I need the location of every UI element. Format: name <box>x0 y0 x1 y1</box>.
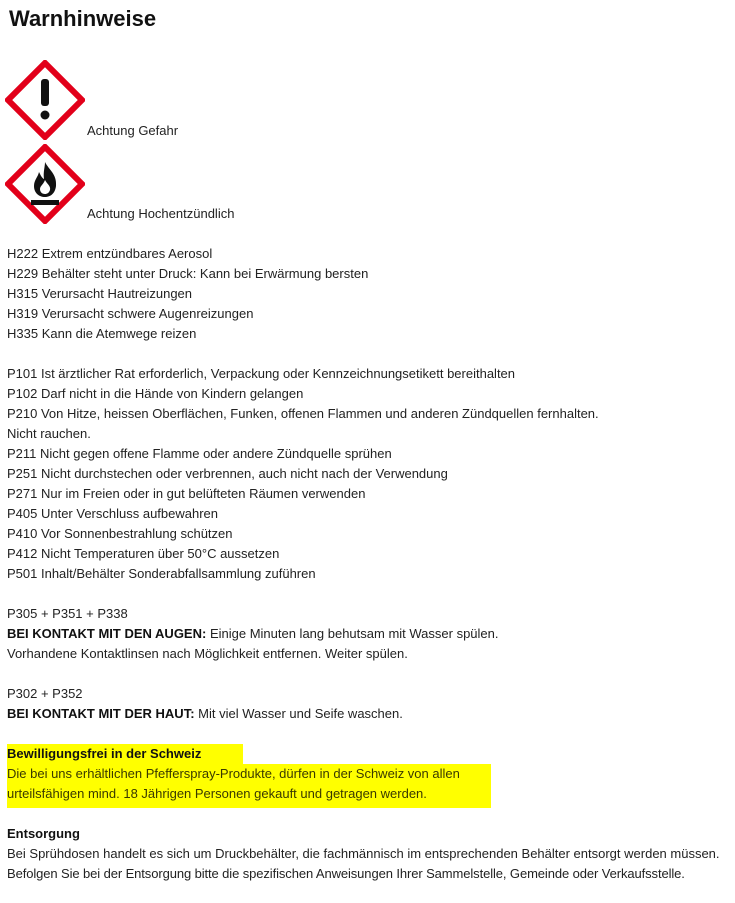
hazard-statement: H319 Verursacht schwere Augenreizungen <box>7 306 254 321</box>
disposal-line-1: Bei Sprühdosen handelt es sich um Druckbehälter, die fachmännisch im entsprechenden Behälter entsorgt werden müssen. <box>7 846 720 861</box>
precautionary-statement: P251 Nicht durchstechen oder verbrennen, auch nicht nach der Verwendung <box>7 466 448 481</box>
hazard-statement: H222 Extrem entzündbares Aerosol <box>7 246 213 261</box>
exclamation-mark-icon <box>5 60 85 140</box>
precautionary-statement: P410 Vor Sonnenbestrahlung schützen <box>7 526 233 541</box>
switzerland-line-1: Die bei uns erhältlichen Pfefferspray-Produkte, dürfen in der Schweiz von allen <box>7 766 460 781</box>
precautionary-statements <box>7 364 731 584</box>
skin-contact-section <box>7 684 731 724</box>
precautionary-statement: P101 Ist ärztlicher Rat erforderlich, Verpackung oder Kennzeichnungsetikett bereithalten <box>7 366 516 381</box>
hazard-statement: H229 Behälter steht unter Druck: Kann bei Erwärmung bersten <box>7 266 369 281</box>
disposal-line-2: Befolgen Sie bei der Entsorgung bitte die spezifischen Anweisungen Ihrer Sammelstelle, Gemeinde oder Verkaufsstelle. <box>7 866 685 881</box>
precautionary-statement: P210 Von Hitze, heissen Oberflächen, Funken, offenen Flammen und anderen Zündquellen fernhalten. <box>7 406 599 421</box>
precautionary-statement: P501 Inhalt/Behälter Sonderabfallsammlung zuführen <box>7 566 316 581</box>
disposal-heading: Entsorgung <box>7 826 80 841</box>
precautionary-statement: P412 Nicht Temperaturen über 50°C aussetzen <box>7 546 280 561</box>
precautionary-statement: Nicht rauchen. <box>7 426 91 441</box>
precautionary-statement: P102 Darf nicht in die Hände von Kindern gelangen <box>7 386 304 401</box>
eye-contact-heading: BEI KONTAKT MIT DEN AUGEN: <box>7 626 207 641</box>
flame-icon <box>5 144 85 224</box>
precautionary-statement: P405 Unter Verschluss aufbewahren <box>7 506 219 521</box>
eye-contact-text-2: Vorhandene Kontaktlinsen nach Möglichkeit entfernen. Weiter spülen. <box>7 646 408 661</box>
pictogram-label: Achtung Hochentzündlich <box>87 206 235 221</box>
skin-contact-text: Mit viel Wasser und Seife waschen. <box>194 706 403 721</box>
skin-contact-heading: BEI KONTAKT MIT DER HAUT: <box>7 706 195 721</box>
switzerland-heading: Bewilligungsfrei in der Schweiz <box>7 744 243 764</box>
skin-contact-codes: P302 + P352 <box>7 686 83 701</box>
page-title: Warnhinweise <box>9 6 157 31</box>
pictogram-label: Achtung Gefahr <box>87 123 179 138</box>
hazard-statement: H335 Kann die Atemwege reizen <box>7 326 197 341</box>
precautionary-statement: P271 Nur im Freien oder in gut belüfteten Räumen verwenden <box>7 486 366 501</box>
hazard-statement: H315 Verursacht Hautreizungen <box>7 286 193 301</box>
eye-contact-codes: P305 + P351 + P338 <box>7 606 128 621</box>
precautionary-statement: P211 Nicht gegen offene Flamme oder andere Zündquelle sprühen <box>7 446 392 461</box>
eye-contact-section <box>7 604 731 664</box>
hazard-statements <box>7 244 731 344</box>
switzerland-line-2: urteilsfähigen mind. 18 Jährigen Personen gekauft und getragen werden. <box>7 786 427 801</box>
eye-contact-text: Einige Minuten lang behutsam mit Wasser spülen. <box>206 626 499 641</box>
disposal-section <box>7 824 731 884</box>
switzerland-notice <box>7 744 731 808</box>
